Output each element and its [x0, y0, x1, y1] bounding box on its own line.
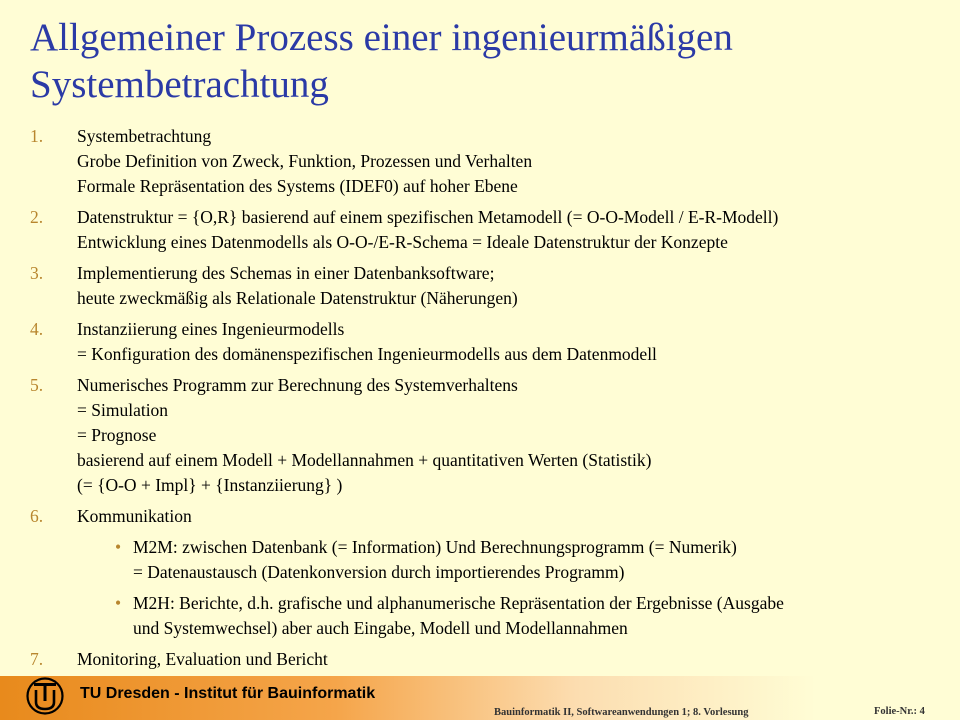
step-number: 7.	[30, 649, 44, 669]
step-line: Systembetrachtung	[77, 126, 212, 146]
step-line: = Prognose	[77, 425, 157, 445]
step-line: Monitoring, Evaluation und Bericht	[77, 649, 328, 669]
step-line: Entwicklung eines Datenmodells als O-O-/E-R-Schema = Ideale Datenstruktur der Konzepte	[77, 232, 728, 252]
step-item-5	[0, 373, 960, 498]
step-number: 6.	[30, 506, 44, 526]
step-item-3	[0, 261, 960, 311]
step-number: 3.	[30, 263, 44, 283]
step-number: 2.	[30, 207, 44, 227]
bullet-icon: •	[115, 593, 122, 613]
lecture-info: Bauinformatik II, Softwareanwendungen 1; 8. Vorlesung	[494, 707, 749, 718]
step-number: 4.	[30, 319, 44, 339]
bullet-icon: •	[115, 537, 122, 557]
step-line: basierend auf einem Modell + Modellannahmen + quantitativen Werten (Statistik)	[77, 450, 652, 470]
step-line: Grobe Definition von Zweck, Funktion, Prozessen und Verhalten	[77, 151, 533, 171]
sub-item-line: = Datenaustausch (Datenkonversion durch importierendes Programm)	[133, 562, 625, 582]
slide-title	[30, 14, 930, 108]
step-item-7	[0, 647, 960, 672]
step-line: heute zweckmäßig als Relationale Datenstruktur (Näherungen)	[77, 288, 518, 308]
step-line: = Simulation	[77, 400, 169, 420]
sub-item-line: und Systemwechsel) aber auch Eingabe, Modell und Modellannahmen	[133, 618, 628, 638]
tu-dresden-logo-icon	[25, 676, 65, 716]
step-item-6	[0, 504, 960, 641]
step-line: Kommunikation	[77, 506, 192, 526]
slide-number: Folie-Nr.: 4	[874, 706, 925, 717]
communication-sublist	[77, 535, 960, 641]
step-line: = Konfiguration des domänenspezifischen Ingenieurmodells aus dem Datenmodell	[77, 344, 657, 364]
step-line: (= {O-O + Impl} + {Instanziierung} )	[77, 475, 343, 495]
slide-title-line-1: Allgemeiner Prozess einer ingenieurmäßigen	[30, 16, 733, 59]
step-number: 5.	[30, 375, 44, 395]
sub-item-m2m	[77, 535, 960, 585]
institute-name: TU Dresden - Institut für Bauinformatik	[80, 685, 376, 702]
step-number: 1.	[30, 126, 44, 146]
step-line: Formale Repräsentation des Systems (IDEF0) auf hoher Ebene	[77, 176, 518, 196]
sub-item-line: M2H: Berichte, d.h. grafische und alphanumerische Repräsentation der Ergebnisse (Ausgabe	[133, 593, 784, 613]
step-item-1	[0, 124, 960, 199]
sub-item-line: M2M: zwischen Datenbank (= Information) Und Berechnungsprogramm (= Numerik)	[133, 537, 737, 557]
step-item-2	[0, 205, 960, 255]
step-line: Instanziierung eines Ingenieurmodells	[77, 319, 345, 339]
step-line: Datenstruktur = {O,R} basierend auf einem spezifischen Metamodell (= O-O-Modell / E-R-Modell)	[77, 207, 779, 227]
process-steps-list	[0, 124, 960, 678]
step-line: Implementierung des Schemas in einer Datenbanksoftware;	[77, 263, 495, 283]
step-line: Numerisches Programm zur Berechnung des Systemverhaltens	[77, 375, 518, 395]
sub-item-m2h	[77, 591, 960, 641]
slide-title-line-2: Systembetrachtung	[30, 63, 329, 106]
step-item-4	[0, 317, 960, 367]
